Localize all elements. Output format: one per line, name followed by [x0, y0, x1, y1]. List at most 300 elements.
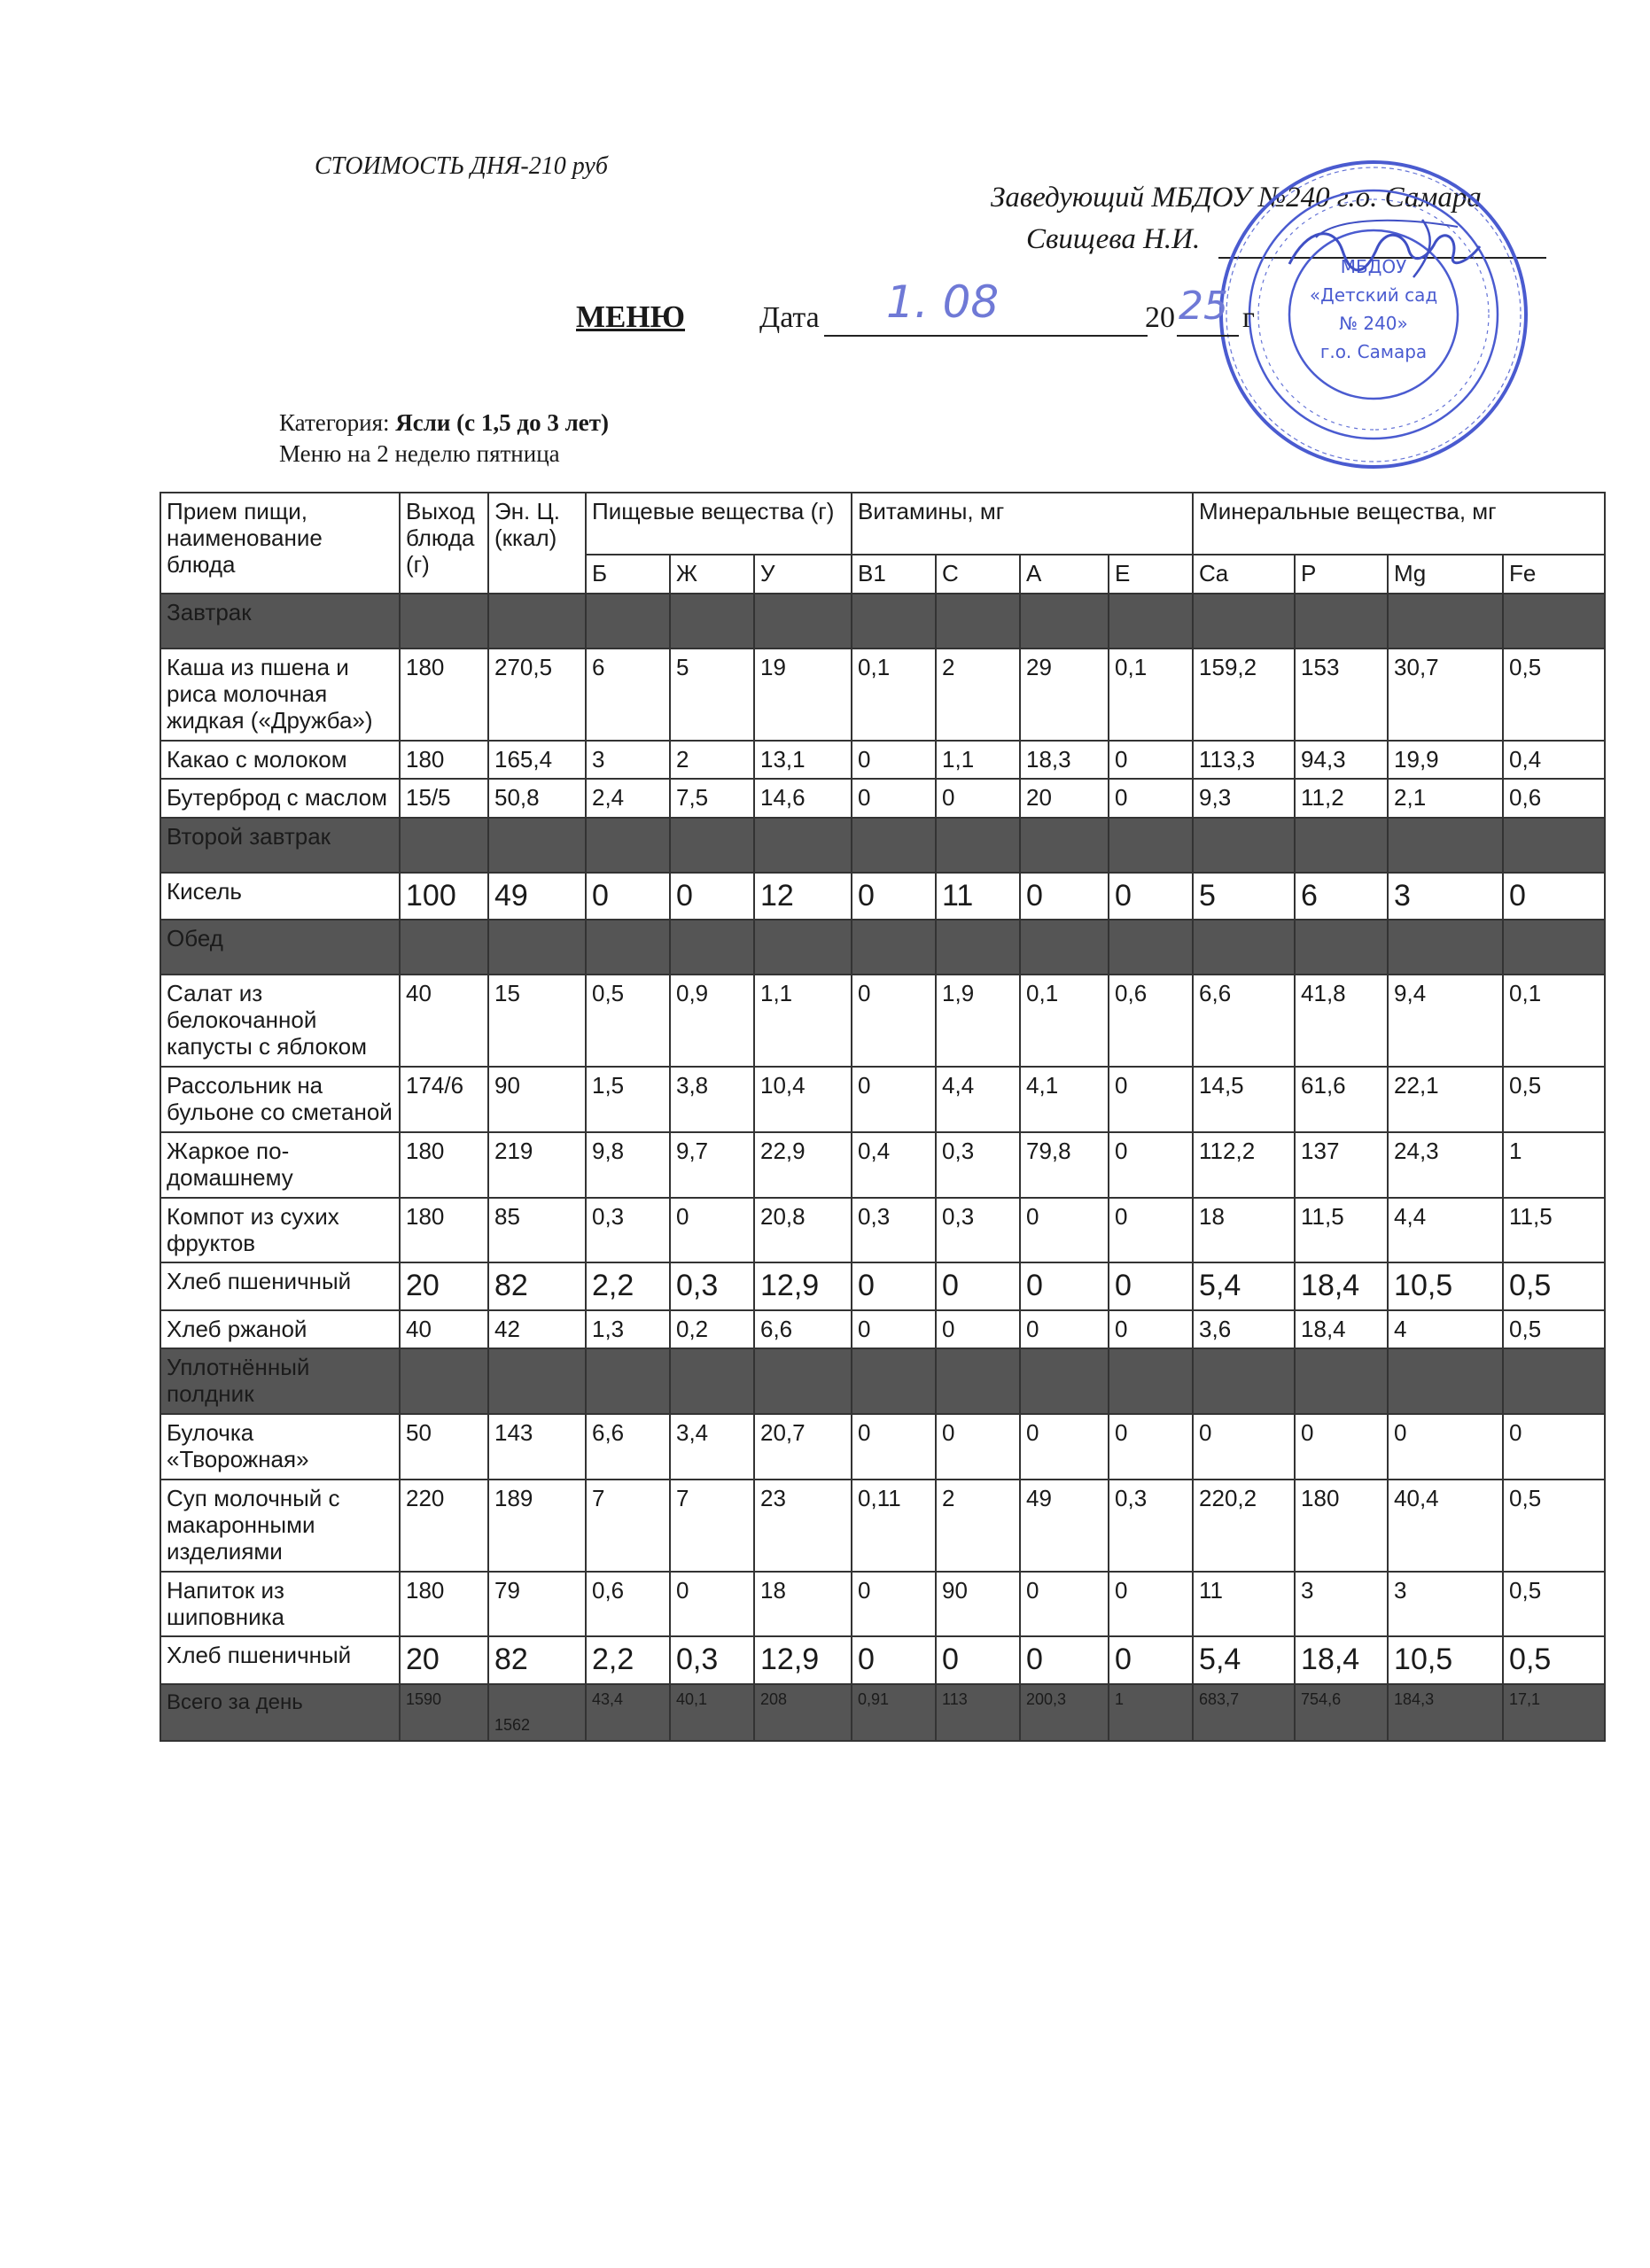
section-empty-cell — [1388, 1348, 1503, 1414]
value-cell: 3 — [1388, 873, 1503, 920]
value-cell: 0 — [936, 779, 1020, 818]
table-row — [160, 1067, 1605, 1132]
value-cell: 153 — [1295, 649, 1388, 741]
value-cell: 0 — [852, 1067, 936, 1132]
value-cell: 0 — [1109, 1132, 1193, 1198]
value-cell: 0 — [852, 873, 936, 920]
value-cell: 5,4 — [1193, 1262, 1295, 1309]
total-value-cell: 754,6 — [1295, 1684, 1388, 1741]
menu-table — [160, 492, 1606, 1742]
value-cell: 18 — [1193, 1198, 1295, 1263]
value-cell: 0 — [852, 1572, 936, 1637]
value-cell: 5 — [1193, 873, 1295, 920]
year-prefix: 20 — [1145, 301, 1175, 334]
total-value-cell: 17,1 — [1503, 1684, 1605, 1741]
value-cell: 0,3 — [586, 1198, 670, 1263]
value-cell: 0 — [936, 1414, 1020, 1480]
value-cell: 0 — [852, 1310, 936, 1349]
section-empty-cell — [852, 594, 936, 649]
value-cell: 1,1 — [754, 975, 852, 1067]
value-cell: 3 — [1388, 1572, 1503, 1637]
value-cell: 2,2 — [586, 1262, 670, 1309]
table-row — [160, 741, 1605, 780]
value-cell: 0,1 — [852, 649, 936, 741]
value-cell: 82 — [488, 1636, 586, 1683]
section-empty-cell — [670, 818, 754, 873]
value-cell: 0 — [1020, 1310, 1109, 1349]
value-cell: 220,2 — [1193, 1480, 1295, 1572]
value-cell: 13,1 — [754, 741, 852, 780]
section-title: Обед — [160, 920, 400, 975]
total-value-cell: 184,3 — [1388, 1684, 1503, 1741]
section-empty-cell — [936, 594, 1020, 649]
total-value-cell: 113 — [936, 1684, 1020, 1741]
section-title: Завтрак — [160, 594, 400, 649]
section-empty-cell — [754, 818, 852, 873]
section-empty-cell — [1193, 818, 1295, 873]
dish-name: Каша из пшена и риса молочная жидкая («Дружба») — [160, 649, 400, 741]
value-cell: 0,1 — [1020, 975, 1109, 1067]
value-cell: 10,5 — [1388, 1262, 1503, 1309]
total-value-cell: 208 — [754, 1684, 852, 1741]
value-cell: 2 — [936, 649, 1020, 741]
value-cell: 1,5 — [586, 1067, 670, 1132]
section-empty-cell — [1109, 1348, 1193, 1414]
value-cell: 0 — [586, 873, 670, 920]
value-cell: 11,2 — [1295, 779, 1388, 818]
category-label: Категория: — [279, 409, 390, 436]
value-cell: 0 — [852, 779, 936, 818]
value-cell: 12 — [754, 873, 852, 920]
header-sub: A — [1020, 555, 1109, 594]
section-empty-cell — [1020, 594, 1109, 649]
total-value-cell: 200,3 — [1020, 1684, 1109, 1741]
value-cell: 15/5 — [400, 779, 488, 818]
section-empty-cell — [586, 920, 670, 975]
value-cell: 6,6 — [586, 1414, 670, 1480]
header-output: Выход блюда (г) — [400, 493, 488, 594]
value-cell: 0 — [1109, 779, 1193, 818]
dish-name: Салат из белокочанной капусты с яблоком — [160, 975, 400, 1067]
value-cell: 189 — [488, 1480, 586, 1572]
section-title: Уплотнённый полдник — [160, 1348, 400, 1414]
value-cell: 18 — [754, 1572, 852, 1637]
value-cell: 0,5 — [1503, 1310, 1605, 1349]
section-row — [160, 818, 1605, 873]
value-cell: 0 — [1503, 873, 1605, 920]
value-cell: 24,3 — [1388, 1132, 1503, 1198]
value-cell: 2,4 — [586, 779, 670, 818]
header-sub: P — [1295, 555, 1388, 594]
value-cell: 9,8 — [586, 1132, 670, 1198]
value-cell: 11 — [936, 873, 1020, 920]
section-empty-cell — [400, 1348, 488, 1414]
value-cell: 42 — [488, 1310, 586, 1349]
value-cell: 0 — [1109, 1572, 1193, 1637]
value-cell: 30,7 — [1388, 649, 1503, 741]
dish-name: Компот из сухих фруктов — [160, 1198, 400, 1263]
total-value-cell: 1590 — [400, 1684, 488, 1741]
value-cell: 6 — [586, 649, 670, 741]
value-cell: 180 — [400, 741, 488, 780]
value-cell: 5 — [670, 649, 754, 741]
value-cell: 0,5 — [1503, 1262, 1605, 1309]
dish-name: Хлеб пшеничный — [160, 1636, 400, 1683]
value-cell: 4,4 — [1388, 1198, 1503, 1263]
value-cell: 0 — [1020, 1262, 1109, 1309]
value-cell: 0,6 — [1109, 975, 1193, 1067]
dish-name: Бутерброд с маслом — [160, 779, 400, 818]
section-row — [160, 920, 1605, 975]
section-empty-cell — [1388, 920, 1503, 975]
section-empty-cell — [1020, 1348, 1109, 1414]
value-cell: 11,5 — [1503, 1198, 1605, 1263]
value-cell: 0 — [1020, 1414, 1109, 1480]
table-row — [160, 1310, 1605, 1349]
table-row — [160, 1262, 1605, 1309]
value-cell: 3 — [1295, 1572, 1388, 1637]
value-cell: 0 — [936, 1636, 1020, 1683]
header-vitamins: Витамины, мг — [852, 493, 1193, 555]
dish-name: Хлеб пшеничный — [160, 1262, 400, 1309]
section-empty-cell — [1295, 818, 1388, 873]
value-cell: 19 — [754, 649, 852, 741]
section-empty-cell — [1295, 594, 1388, 649]
section-empty-cell — [936, 818, 1020, 873]
value-cell: 0 — [1109, 1198, 1193, 1263]
value-cell: 6 — [1295, 873, 1388, 920]
value-cell: 4 — [1388, 1310, 1503, 1349]
category-value: Ясли (с 1,5 до 3 лет) — [395, 409, 609, 436]
value-cell: 0 — [936, 1310, 1020, 1349]
section-empty-cell — [1503, 1348, 1605, 1414]
value-cell: 20 — [400, 1262, 488, 1309]
svg-text:г.о. Самара: г.о. Самара — [1319, 341, 1428, 362]
value-cell: 0,5 — [586, 975, 670, 1067]
value-cell: 0,1 — [1109, 649, 1193, 741]
section-empty-cell — [1503, 818, 1605, 873]
value-cell: 40,4 — [1388, 1480, 1503, 1572]
day-cost: СТОИМОСТЬ ДНЯ-210 руб — [315, 152, 608, 180]
header-sub: Mg — [1388, 555, 1503, 594]
section-empty-cell — [1388, 818, 1503, 873]
date-line — [824, 335, 1148, 337]
value-cell: 0,3 — [670, 1636, 754, 1683]
section-empty-cell — [1295, 920, 1388, 975]
value-cell: 0 — [1109, 1636, 1193, 1683]
value-cell: 0 — [1109, 1067, 1193, 1132]
value-cell: 2 — [936, 1480, 1020, 1572]
header-sub: Б — [586, 555, 670, 594]
value-cell: 10,5 — [1388, 1636, 1503, 1683]
section-empty-cell — [400, 594, 488, 649]
table-row — [160, 975, 1605, 1067]
value-cell: 12,9 — [754, 1262, 852, 1309]
value-cell: 18,4 — [1295, 1262, 1388, 1309]
section-empty-cell — [670, 1348, 754, 1414]
value-cell: 0 — [936, 1262, 1020, 1309]
section-empty-cell — [852, 1348, 936, 1414]
header-sub: Fe — [1503, 555, 1605, 594]
value-cell: 41,8 — [1295, 975, 1388, 1067]
value-cell: 18,3 — [1020, 741, 1109, 780]
value-cell: 7,5 — [670, 779, 754, 818]
section-empty-cell — [586, 1348, 670, 1414]
value-cell: 0 — [852, 1636, 936, 1683]
value-cell: 3,4 — [670, 1414, 754, 1480]
value-cell: 0 — [670, 1198, 754, 1263]
value-cell: 0,6 — [586, 1572, 670, 1637]
value-cell: 0,9 — [670, 975, 754, 1067]
value-cell: 0 — [1193, 1414, 1295, 1480]
value-cell: 11 — [1193, 1572, 1295, 1637]
header-dish: Прием пищи, наименование блюда — [160, 493, 400, 594]
header-sub: Ж — [670, 555, 754, 594]
year-handwritten: 25 — [1179, 284, 1228, 329]
year-suffix: г — [1242, 301, 1255, 334]
value-cell: 1,9 — [936, 975, 1020, 1067]
section-empty-cell — [852, 920, 936, 975]
table-row — [160, 649, 1605, 741]
section-empty-cell — [936, 920, 1020, 975]
value-cell: 94,3 — [1295, 741, 1388, 780]
value-cell: 2,1 — [1388, 779, 1503, 818]
section-empty-cell — [936, 1348, 1020, 1414]
value-cell: 79,8 — [1020, 1132, 1109, 1198]
value-cell: 0,5 — [1503, 1480, 1605, 1572]
value-cell: 50,8 — [488, 779, 586, 818]
value-cell: 50 — [400, 1414, 488, 1480]
header-sub: C — [936, 555, 1020, 594]
value-cell: 19,9 — [1388, 741, 1503, 780]
value-cell: 12,9 — [754, 1636, 852, 1683]
section-empty-cell — [1295, 1348, 1388, 1414]
value-cell: 0,3 — [936, 1198, 1020, 1263]
value-cell: 90 — [936, 1572, 1020, 1637]
section-empty-cell — [488, 1348, 586, 1414]
header-sub: B1 — [852, 555, 936, 594]
total-value-cell: 683,7 — [1193, 1684, 1295, 1741]
value-cell: 137 — [1295, 1132, 1388, 1198]
total-value-cell: 1562 — [488, 1684, 586, 1741]
value-cell: 40 — [400, 1310, 488, 1349]
table-row — [160, 873, 1605, 920]
total-value-cell: 40,1 — [670, 1684, 754, 1741]
section-empty-cell — [586, 594, 670, 649]
value-cell: 0,1 — [1503, 975, 1605, 1067]
section-empty-cell — [670, 594, 754, 649]
value-cell: 29 — [1020, 649, 1109, 741]
header-sub: E — [1109, 555, 1193, 594]
value-cell: 7 — [586, 1480, 670, 1572]
header-nutrients: Пищевые вещества (г) — [586, 493, 852, 555]
header-sub: Ca — [1193, 555, 1295, 594]
value-cell: 0 — [1109, 1262, 1193, 1309]
value-cell: 180 — [400, 649, 488, 741]
value-cell: 90 — [488, 1067, 586, 1132]
svg-text:«Детский сад: «Детский сад — [1309, 284, 1438, 306]
value-cell: 270,5 — [488, 649, 586, 741]
value-cell: 18,4 — [1295, 1310, 1388, 1349]
section-empty-cell — [1503, 920, 1605, 975]
section-empty-cell — [670, 920, 754, 975]
value-cell: 0 — [1388, 1414, 1503, 1480]
header-sub: У — [754, 555, 852, 594]
year-line — [1177, 335, 1239, 337]
value-cell: 4,1 — [1020, 1067, 1109, 1132]
dish-name: Хлеб ржаной — [160, 1310, 400, 1349]
section-empty-cell — [1109, 594, 1193, 649]
value-cell: 23 — [754, 1480, 852, 1572]
value-cell: 113,3 — [1193, 741, 1295, 780]
dish-name: Суп молочный с макаронными изделиями — [160, 1480, 400, 1572]
value-cell: 0 — [1020, 1198, 1109, 1263]
value-cell: 3 — [586, 741, 670, 780]
section-empty-cell — [1388, 594, 1503, 649]
dish-name: Кисель — [160, 873, 400, 920]
value-cell: 112,2 — [1193, 1132, 1295, 1198]
svg-text:№ 240»: № 240» — [1339, 313, 1408, 334]
value-cell: 0 — [670, 873, 754, 920]
value-cell: 40 — [400, 975, 488, 1067]
value-cell: 174/6 — [400, 1067, 488, 1132]
date-label: Дата — [759, 301, 820, 334]
value-cell: 0 — [1020, 1572, 1109, 1637]
value-cell: 3,6 — [1193, 1310, 1295, 1349]
value-cell: 0,5 — [1503, 649, 1605, 741]
value-cell: 2,2 — [586, 1636, 670, 1683]
value-cell: 85 — [488, 1198, 586, 1263]
value-cell: 0,4 — [1503, 741, 1605, 780]
section-empty-cell — [488, 920, 586, 975]
value-cell: 49 — [488, 873, 586, 920]
header-energy: Эн. Ц. (ккал) — [488, 493, 586, 594]
value-cell: 0 — [670, 1572, 754, 1637]
value-cell: 1,3 — [586, 1310, 670, 1349]
value-cell: 11,5 — [1295, 1198, 1388, 1263]
week-label: Меню на 2 неделю пятница — [279, 440, 560, 467]
value-cell: 0 — [852, 975, 936, 1067]
value-cell: 10,4 — [754, 1067, 852, 1132]
dish-name: Какао с молоком — [160, 741, 400, 780]
total-row — [160, 1684, 1605, 1741]
value-cell: 4,4 — [936, 1067, 1020, 1132]
section-empty-cell — [586, 818, 670, 873]
value-cell: 6,6 — [1193, 975, 1295, 1067]
dish-name: Булочка «Творожная» — [160, 1414, 400, 1480]
value-cell: 49 — [1020, 1480, 1109, 1572]
value-cell: 20 — [400, 1636, 488, 1683]
section-row — [160, 1348, 1605, 1414]
director-name: Свищева Н.И. — [1026, 223, 1201, 255]
section-empty-cell — [1109, 920, 1193, 975]
value-cell: 180 — [1295, 1480, 1388, 1572]
table-row — [160, 1198, 1605, 1263]
section-empty-cell — [1193, 920, 1295, 975]
value-cell: 20,7 — [754, 1414, 852, 1480]
value-cell: 2 — [670, 741, 754, 780]
section-empty-cell — [1193, 1348, 1295, 1414]
value-cell: 159,2 — [1193, 649, 1295, 741]
table-row — [160, 1572, 1605, 1637]
value-cell: 9,7 — [670, 1132, 754, 1198]
value-cell: 82 — [488, 1262, 586, 1309]
value-cell: 0,5 — [1503, 1572, 1605, 1637]
value-cell: 61,6 — [1295, 1067, 1388, 1132]
value-cell: 0 — [1109, 1414, 1193, 1480]
value-cell: 0 — [1109, 1310, 1193, 1349]
section-empty-cell — [1020, 920, 1109, 975]
value-cell: 9,4 — [1388, 975, 1503, 1067]
section-empty-cell — [754, 594, 852, 649]
section-empty-cell — [400, 818, 488, 873]
section-empty-cell — [1193, 594, 1295, 649]
section-title: Второй завтрак — [160, 818, 400, 873]
section-row — [160, 594, 1605, 649]
value-cell: 0 — [1109, 741, 1193, 780]
table-row — [160, 1480, 1605, 1572]
dish-name: Жаркое по-домашнему — [160, 1132, 400, 1198]
table-row — [160, 1636, 1605, 1683]
value-cell: 143 — [488, 1414, 586, 1480]
value-cell: 5,4 — [1193, 1636, 1295, 1683]
director-title: Заведующий МБДОУ №240 г.о. Самара — [991, 182, 1482, 214]
value-cell: 165,4 — [488, 741, 586, 780]
value-cell: 0,11 — [852, 1480, 936, 1572]
value-cell: 79 — [488, 1572, 586, 1637]
section-empty-cell — [1109, 818, 1193, 873]
value-cell: 0 — [852, 741, 936, 780]
value-cell: 180 — [400, 1198, 488, 1263]
category-line — [279, 409, 609, 437]
section-empty-cell — [754, 1348, 852, 1414]
value-cell: 1 — [1503, 1132, 1605, 1198]
value-cell: 0,3 — [936, 1132, 1020, 1198]
menu-title: МЕНЮ — [576, 299, 686, 334]
value-cell: 22,1 — [1388, 1067, 1503, 1132]
value-cell: 0 — [1020, 873, 1109, 920]
dish-name: Напиток из шиповника — [160, 1572, 400, 1637]
value-cell: 0,2 — [670, 1310, 754, 1349]
section-empty-cell — [400, 920, 488, 975]
value-cell: 0 — [1295, 1414, 1388, 1480]
value-cell: 6,6 — [754, 1310, 852, 1349]
value-cell: 1,1 — [936, 741, 1020, 780]
section-empty-cell — [852, 818, 936, 873]
value-cell: 180 — [400, 1132, 488, 1198]
table-row — [160, 1414, 1605, 1480]
value-cell: 180 — [400, 1572, 488, 1637]
svg-text:МБДОУ: МБДОУ — [1340, 256, 1407, 277]
value-cell: 0,5 — [1503, 1636, 1605, 1683]
total-value-cell: 1 — [1109, 1684, 1193, 1741]
value-cell: 18,4 — [1295, 1636, 1388, 1683]
header-minerals: Минеральные вещества, мг — [1193, 493, 1605, 555]
value-cell: 219 — [488, 1132, 586, 1198]
section-empty-cell — [488, 818, 586, 873]
value-cell: 0 — [852, 1414, 936, 1480]
value-cell: 100 — [400, 873, 488, 920]
date-handwritten: 1. 08 — [886, 276, 1000, 328]
value-cell: 9,3 — [1193, 779, 1295, 818]
section-empty-cell — [488, 594, 586, 649]
table-row — [160, 1132, 1605, 1198]
value-cell: 14,5 — [1193, 1067, 1295, 1132]
value-cell: 7 — [670, 1480, 754, 1572]
total-value-cell: 0,91 — [852, 1684, 936, 1741]
total-label: Всего за день — [160, 1684, 400, 1741]
section-empty-cell — [1020, 818, 1109, 873]
